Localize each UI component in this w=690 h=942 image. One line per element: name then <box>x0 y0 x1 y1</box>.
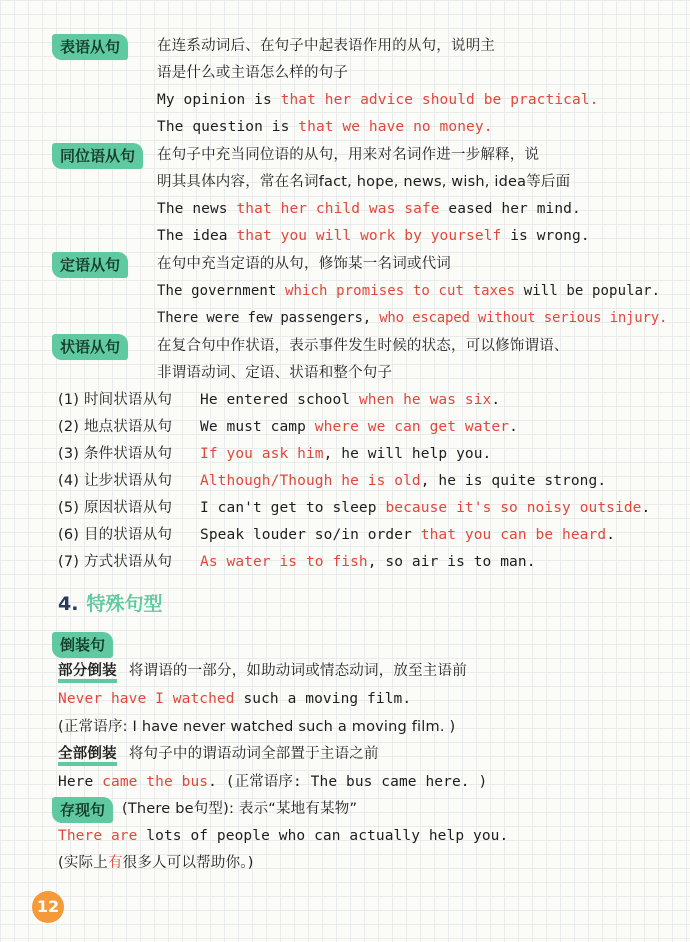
tag-predicative-clause: 表语从句 <box>52 34 128 60</box>
example-sentence: Here came the bus. (正常语序: The bus came here. ) <box>58 774 488 790</box>
definition-line: 在句中充当定语的从句，修饰某一名词或代词 <box>157 256 451 272</box>
translation-note: (实际上有很多人可以帮助你。) <box>58 855 254 871</box>
definition-line: 在复合句中作状语，表示事件发生时候的状态，可以修饰谓语、 <box>157 338 569 354</box>
adverbial-item-purpose: (6) 目的状语从句 Speak louder so/in order that you can be heard. <box>58 527 616 543</box>
definition-line: 语是什么或主语怎么样的句子 <box>157 65 349 81</box>
tag-adverbial-clause: 状语从句 <box>52 334 128 360</box>
section-number: 4. <box>58 593 79 615</box>
tag-appositive-clause: 同位语从句 <box>52 143 143 169</box>
example-sentence: The news that her child was safe eased her mind. <box>157 201 581 217</box>
page-number-badge: 12 <box>32 891 64 923</box>
partial-inversion-line: 部分倒装 将谓语的一部分，如助动词或情态动词，放至主语前 <box>58 660 467 682</box>
tag-attributive-clause: 定语从句 <box>52 252 128 278</box>
definition-line: 在句子中充当同位语的从句，用来对名词作进一步解释，说 <box>157 147 540 163</box>
full-inversion-line: 全部倒装 将句子中的谓语动词全部置于主语之前 <box>58 743 379 765</box>
definition-line: 在连系动词后、在句子中起表语作用的从句，说明主 <box>157 38 496 54</box>
section-heading <box>58 589 162 616</box>
normal-order-note: (正常语序: I have never watched such a moving film. ) <box>58 719 456 735</box>
definition-line: 非谓语动词、定语、状语和整个句子 <box>157 365 393 381</box>
adverbial-item-reason: (5) 原因状语从句 I can't get to sleep because it's so noisy outside. <box>58 500 651 516</box>
existential-desc: (There be句型): 表示“某地有某物” <box>122 801 358 817</box>
adverbial-item-concession: (4) 让步状语从句 Although/Though he is old, he is quite strong. <box>58 473 607 489</box>
example-sentence: My opinion is that her advice should be practical. <box>157 92 599 108</box>
full-inversion-label: 全部倒装 <box>58 746 117 766</box>
example-sentence: There were few passengers, who escaped without serious injury. <box>157 310 668 326</box>
adverbial-item-place: (2) 地点状语从句 We must camp where we can get water. <box>58 419 518 435</box>
example-sentence: The idea that you will work by yourself is wrong. <box>157 228 590 244</box>
example-sentence: The question is that we have no money. <box>157 119 493 135</box>
partial-inversion-label: 部分倒装 <box>58 663 117 683</box>
adverbial-item-manner: (7) 方式状语从句 As water is to fish, so air is to man. <box>58 554 536 570</box>
section-title-text: 特殊句型 <box>86 593 163 615</box>
example-sentence: The government which promises to cut taxes will be popular. <box>157 283 661 299</box>
adverbial-item-time: (1) 时间状语从句 He entered school when he was six. <box>58 392 501 408</box>
tag-existential: 存现句 <box>52 797 113 823</box>
example-sentence: There are lots of people who can actually help you. <box>58 828 509 844</box>
example-sentence: Never have I watched such a moving film. <box>58 691 412 707</box>
definition-line: 明其具体内容，常在名词fact, hope, news, wish, idea等后面 <box>157 174 571 190</box>
adverbial-item-condition: (3) 条件状语从句 If you ask him, he will help you. <box>58 446 492 462</box>
tag-inversion: 倒装句 <box>52 632 113 658</box>
